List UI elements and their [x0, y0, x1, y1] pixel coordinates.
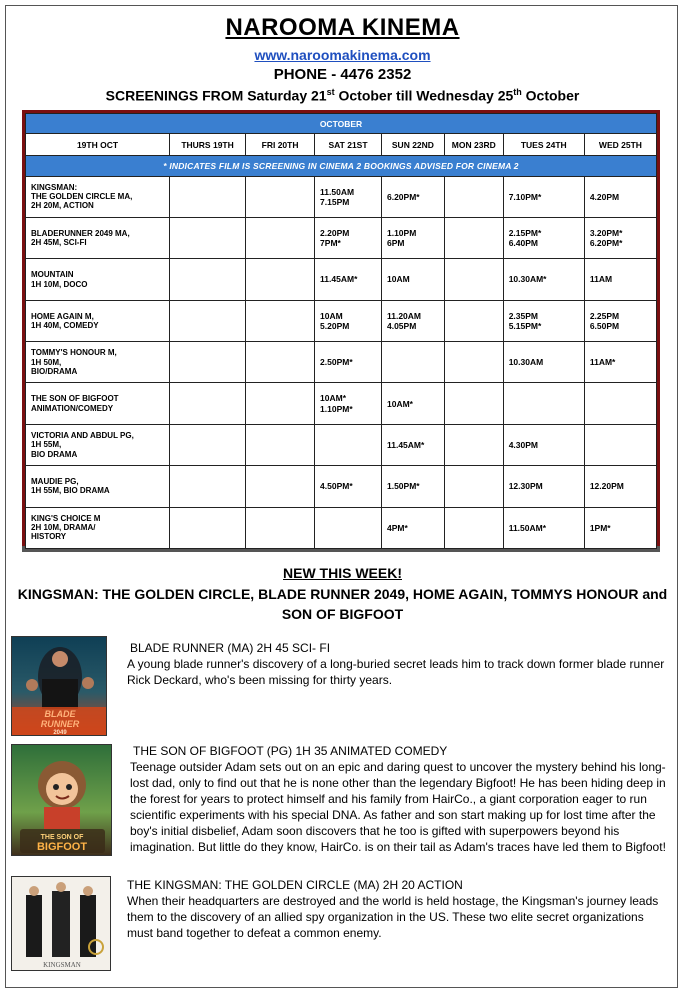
- showtime-cell: [444, 259, 503, 300]
- showtime-cell: [170, 300, 246, 341]
- showtime-cell: [170, 466, 246, 507]
- showtime-cell: [315, 217, 382, 258]
- film-name-line: MOUNTAIN: [31, 270, 74, 280]
- film-name-line: 1H 50M,: [31, 357, 62, 367]
- showtime-cell: [315, 300, 382, 341]
- showtime: 11.20AM: [386, 310, 422, 321]
- showtime-cell: [315, 383, 382, 424]
- day-header-row: [26, 134, 657, 156]
- film-name-cell: [26, 466, 170, 507]
- showtime-cell: [381, 342, 444, 383]
- showtime: 1PM*: [589, 522, 611, 533]
- film-name-line: 1H 10M, DOCO: [31, 279, 88, 289]
- showtime: 4PM*: [386, 522, 408, 533]
- showtime-cell: [315, 507, 382, 548]
- film-name-line: 1H 40M, COMEDY: [31, 320, 99, 330]
- showtime: 10.30AM*: [508, 274, 547, 285]
- showtime: 11.45AM*: [320, 274, 358, 285]
- showtime: 2.20PM: [320, 227, 350, 238]
- showtime: 11.50AM: [320, 186, 355, 197]
- showtime-cell: [444, 342, 503, 383]
- film-name-line: 2H 10M, DRAMA/: [31, 523, 96, 533]
- page-title: NAROOMA KINEMA: [225, 14, 460, 41]
- showtime: 10AM: [320, 310, 343, 321]
- showtime-cell: [381, 300, 444, 341]
- showtime-cell: [170, 176, 246, 217]
- showtime-cell: [246, 466, 315, 507]
- showtime: 6.20PM*: [589, 238, 623, 249]
- blade-runner-poster-art: [12, 637, 107, 736]
- son-of-bigfoot-synopsis: Teenage outsider Adam sets out on an epic and daring quest to uncover the mystery behind his long-lost dad, only to find out that he is none other than the legendary Bigfoot! He has been hiding deep in the forest for years to protect himself and his family from HairCo., a giant corporation eager to run scientific experiments with his special DNA. As father and son start making up for lost time after the boy's initial disbelief, Adam soon discovers that he too is gifted with superpowers beyond his imagination. But little do they know, HairCo. is on their tail as Adam's traces have led them to Bigfoot!: [130, 760, 666, 854]
- showtime: 6.50PM: [589, 320, 620, 331]
- showtime: 7.10PM*: [508, 191, 542, 202]
- showtime-cell: [503, 342, 584, 383]
- showtime-cell: [246, 424, 315, 465]
- day-header: FRI 20TH: [246, 134, 315, 156]
- showtime: 10AM*: [386, 398, 413, 409]
- showtime-cell: [503, 176, 584, 217]
- showtime-cell: [246, 259, 315, 300]
- showtime: 1.50PM*: [386, 481, 420, 492]
- showtime-cell: [444, 176, 503, 217]
- film-name-cell: [26, 424, 170, 465]
- showtime-cell: [584, 424, 656, 465]
- showtime-cell: [503, 383, 584, 424]
- film-row: [26, 217, 657, 258]
- showtime-cell: [381, 507, 444, 548]
- film-name-cell: [26, 217, 170, 258]
- month-label: OCTOBER: [26, 114, 657, 134]
- film-name-line: BIO DRAMA: [31, 449, 78, 459]
- showtime: 2.25PM: [589, 310, 620, 321]
- schedule-frame: [22, 110, 660, 552]
- showtime-cell: [444, 466, 503, 507]
- new-this-week-films: KINGSMAN: THE GOLDEN CIRCLE, BLADE RUNNER 2049, HOME AGAIN, TOMMYS HONOUR and SON OF BIGFOOT: [17, 586, 668, 622]
- showtime: 4.20PM: [589, 191, 620, 202]
- day-header: SUN 22ND: [381, 134, 444, 156]
- showtime-cell: [315, 259, 382, 300]
- schedule-table: [25, 113, 657, 549]
- film-row: [26, 259, 657, 300]
- film-row: [26, 300, 657, 341]
- showtime: 2.50PM*: [320, 357, 353, 368]
- film-name-cell: [26, 507, 170, 548]
- showtime-cell: [246, 300, 315, 341]
- showtime-cell: [246, 176, 315, 217]
- showtime-cell: [315, 424, 382, 465]
- showtime: 11.50AM*: [508, 522, 547, 533]
- blade-runner-title: BLADE RUNNER (MA) 2H 45 SCI- FI: [130, 641, 331, 655]
- film-name-cell: [26, 259, 170, 300]
- film-name-line: THE SON OF BIGFOOT: [31, 394, 119, 404]
- kingsman-synopsis: When their headquarters are destroyed and the world is held hostage, the Kingsman's journey leads them to the discovery of an allied spy organization in the US. These two elite secret organizations must band together to defeat a common enemy.: [127, 894, 659, 940]
- film-name-line: VICTORIA AND ABDUL PG,: [31, 431, 134, 441]
- showtime-cell: [315, 342, 382, 383]
- showtime: 4.50PM*: [320, 481, 353, 492]
- showtime-cell: [444, 217, 503, 258]
- showtime-cell: [170, 217, 246, 258]
- showtime: 10AM: [386, 274, 410, 285]
- cinema-note: * INDICATES FILM IS SCREENING IN CINEMA 2 BOOKINGS ADVISED FOR CINEMA 2: [26, 156, 657, 176]
- film-name-line: KINGSMAN:: [31, 182, 78, 192]
- film-name-line: BIO/DRAMA: [31, 366, 78, 376]
- film-name-line: THE GOLDEN CIRCLE MA,: [31, 192, 133, 202]
- showtime: 2.15PM*: [508, 227, 542, 238]
- showtime-cell: [246, 342, 315, 383]
- screening-dates: SCREENINGS FROM Saturday 21st October till Wednesday 25th October: [105, 87, 580, 104]
- new-this-week-heading: NEW THIS WEEK!: [283, 565, 402, 581]
- showtime-cell: [584, 342, 656, 383]
- day-header: 19TH OCT: [26, 134, 170, 156]
- film-name-cell: [26, 383, 170, 424]
- poster-text-2049: 2049: [53, 730, 67, 736]
- showtime: 5.20PM: [320, 320, 350, 331]
- showtime: 11.45AM*: [386, 439, 425, 450]
- kingsman-poster: [11, 876, 111, 971]
- showtime-cell: [444, 300, 503, 341]
- showtime: 10.30AM: [508, 357, 544, 368]
- showtime-cell: [315, 466, 382, 507]
- showtime: 11AM: [589, 274, 613, 285]
- showtime-cell: [584, 259, 656, 300]
- showtime: 4.05PM: [386, 320, 417, 331]
- day-header: SAT 21ST: [315, 134, 382, 156]
- showtime-cell: [315, 176, 382, 217]
- film-row: [26, 176, 657, 217]
- film-row: [26, 383, 657, 424]
- blade-runner-description: [127, 640, 672, 688]
- poster-text-son-of: THE SON OF: [40, 834, 84, 841]
- showtime: 1.10PM: [386, 227, 417, 238]
- son-of-bigfoot-poster-art: [12, 745, 112, 856]
- film-row: [26, 466, 657, 507]
- showtime-cell: [381, 259, 444, 300]
- son-of-bigfoot-poster: [11, 744, 112, 856]
- showtime: 12.20PM: [589, 481, 624, 492]
- showtime-cell: [246, 383, 315, 424]
- showtime-cell: [444, 507, 503, 548]
- phone-number: PHONE - 4476 2352: [273, 66, 412, 83]
- month-row: [26, 114, 657, 134]
- film-row: [26, 424, 657, 465]
- showtime-cell: [503, 300, 584, 341]
- showtime: 12.30PM: [508, 481, 543, 492]
- film-name-cell: [26, 342, 170, 383]
- film-name-cell: [26, 300, 170, 341]
- poster-text-kingsman: KINGSMAN: [43, 961, 81, 969]
- film-name-line: MAUDIE PG,: [31, 477, 79, 487]
- showtime-cell: [246, 217, 315, 258]
- showtime-cell: [170, 383, 246, 424]
- showtime-cell: [503, 217, 584, 258]
- film-name-line: ANIMATION/COMEDY: [31, 403, 114, 413]
- showtime-cell: [246, 507, 315, 548]
- poster-text-bigfoot: BIGFOOT: [36, 841, 88, 853]
- film-name-line: 2H 20M, ACTION: [31, 201, 94, 211]
- film-name-line: KING'S CHOICE M: [31, 514, 101, 523]
- film-name-line: HISTORY: [31, 532, 67, 542]
- showtime: 6PM: [386, 238, 405, 249]
- film-name-line: HOME AGAIN M,: [31, 311, 94, 321]
- film-row: [26, 342, 657, 383]
- kingsman-description: [127, 877, 672, 941]
- showtime-cell: [584, 383, 656, 424]
- showtime: 2.35PM: [508, 310, 538, 321]
- showtime-cell: [444, 383, 503, 424]
- showtime-cell: [170, 507, 246, 548]
- showtime: 1.10PM*: [320, 403, 353, 414]
- film-name-line: BLADERUNNER 2049 MA,: [31, 228, 130, 238]
- showtime-cell: [170, 342, 246, 383]
- showtime: 6.20PM*: [386, 191, 420, 202]
- showtime: 7.15PM: [320, 196, 350, 207]
- poster-text-blade: BLADE: [44, 709, 76, 719]
- showtime-cell: [170, 424, 246, 465]
- film-name-line: 1H 55M,: [31, 440, 62, 450]
- film-name-cell: [26, 176, 170, 217]
- poster-text-runner: RUNNER: [40, 719, 80, 729]
- showtime-cell: [381, 217, 444, 258]
- showtime-cell: [444, 424, 503, 465]
- showtime-cell: [503, 424, 584, 465]
- showtime-cell: [170, 259, 246, 300]
- showtime: 3.20PM*: [589, 227, 623, 238]
- showtime-cell: [381, 176, 444, 217]
- showtime-cell: [381, 383, 444, 424]
- cinema-note-row: [26, 156, 657, 176]
- showtime: 6.40PM: [508, 238, 538, 249]
- day-header: TUES 24TH: [503, 134, 584, 156]
- film-name-line: TOMMY'S HONOUR M,: [31, 348, 117, 358]
- website-link[interactable]: www.naroomakinema.com: [254, 47, 431, 63]
- showtime-cell: [503, 259, 584, 300]
- showtime: 11AM*: [589, 357, 616, 368]
- son-of-bigfoot-title: THE SON OF BIGFOOT (PG) 1H 35 ANIMATED COMEDY: [133, 744, 448, 758]
- blade-runner-poster: [11, 636, 107, 736]
- showtime-cell: [584, 217, 656, 258]
- day-header: MON 23RD: [444, 134, 503, 156]
- showtime: 10AM*: [320, 393, 347, 404]
- showtime-cell: [584, 300, 656, 341]
- son-of-bigfoot-description: [130, 743, 674, 855]
- showtime-cell: [381, 424, 444, 465]
- film-name-line: 2H 45M, SCI-FI: [31, 238, 87, 248]
- showtime-cell: [584, 466, 656, 507]
- showtime-cell: [584, 507, 656, 548]
- showtime-cell: [503, 466, 584, 507]
- blade-runner-synopsis: A young blade runner's discovery of a long-buried secret leads him to track down former blade runner Rick Deckard, who's been missing for thirty years.: [127, 657, 665, 687]
- showtime: 5.15PM*: [508, 320, 542, 331]
- day-header: THURS 19TH: [170, 134, 246, 156]
- day-header: WED 25TH: [584, 134, 656, 156]
- kingsman-poster-art: [12, 877, 111, 971]
- showtime-cell: [584, 176, 656, 217]
- showtime: 7PM*: [320, 238, 341, 249]
- kingsman-title: THE KINGSMAN: THE GOLDEN CIRCLE (MA) 2H 20 ACTION: [127, 878, 463, 892]
- showtime: 4.30PM: [508, 439, 538, 450]
- film-name-line: 1H 55M, BIO DRAMA: [31, 486, 110, 496]
- showtime-cell: [381, 466, 444, 507]
- film-row: [26, 507, 657, 548]
- showtime-cell: [503, 507, 584, 548]
